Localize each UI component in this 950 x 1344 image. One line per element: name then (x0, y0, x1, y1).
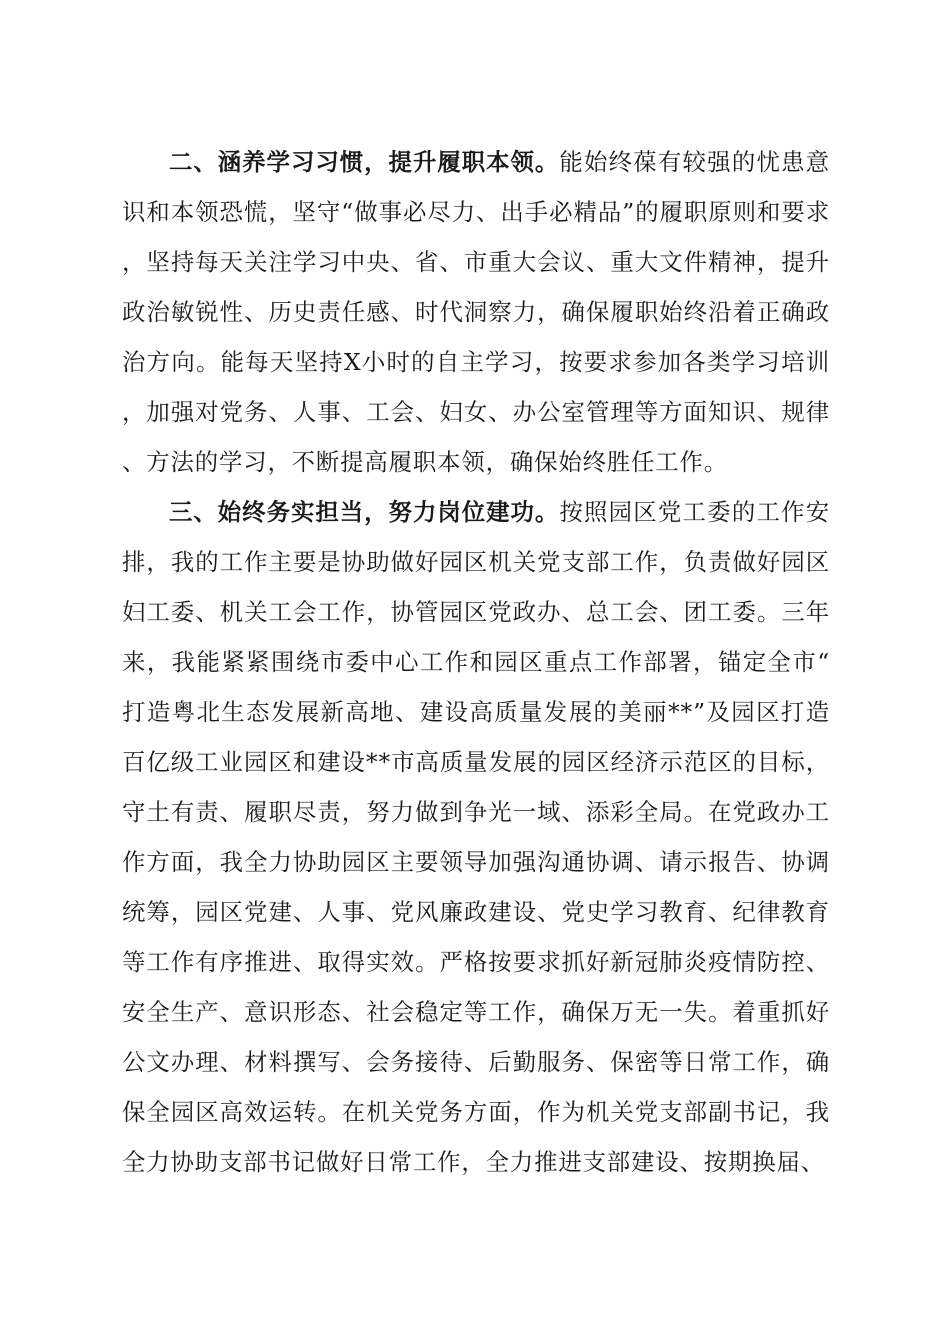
section-body-duty: 按照园区党工委的工作安排，我的工作主要是协助做好园区机关党支部工作，负责做好园区妇工委、机关工会工作，协管园区党政办、总工会、团工委。三年来，我能紧紧围绕市委中心工作和园区重点工作部署，锚定全市“打造粤北生态发展新高地、建设高质量发展的美丽**”及园区打造百亿级工业园区和建设**市高质量发展的园区经济示范区的目标，守土有责、履职尽责，努力做到争光一域、添彩全局。在党政办工作方面，我全力协助园区主要领导加强沟通协调、请示报告、协调统筹，园区党建、人事、党风廉政建设、党史学习教育、纪律教育等工作有序推进、取得实效。严格按要求抓好新冠肺炎疫情防控、安全生产、意识形态、社会稳定等工作，确保万无一失。着重抓好公文办理、材料撰写、会务接待、后勤服务、保密等日常工作，确保全园区高效运转。在机关党务方面，作为机关党支部副书记，我全力协助支部书记做好日常工作，全力推进支部建设、按期换届、 (122, 498, 830, 1176)
section-body-study: 能始终葆有较强的忧患意识和本领恐慌，坚守“做事必尽力、出手必精品”的履职原则和要求，坚持每天关注学习中央、省、市重大会议、重大文件精神，提升政治敏锐性、历史责任感、时代洞察力，确保履职始终沿着正确政治方向。能每天坚持X小时的自主学习，按要求参加各类学习培训，加强对党务、人事、工会、妇女、办公室管理等方面知识、规律、方法的学习，不断提高履职本领，确保始终胜任工作。 (122, 148, 830, 476)
section-heading-duty: 三、始终务实担当，努力岗位建功。 (169, 498, 560, 526)
section-paragraph-study (122, 137, 830, 487)
document-body (122, 137, 830, 1187)
section-paragraph-duty (122, 487, 830, 1187)
section-heading-study: 二、涵养学习习惯，提升履职本领。 (169, 148, 560, 176)
